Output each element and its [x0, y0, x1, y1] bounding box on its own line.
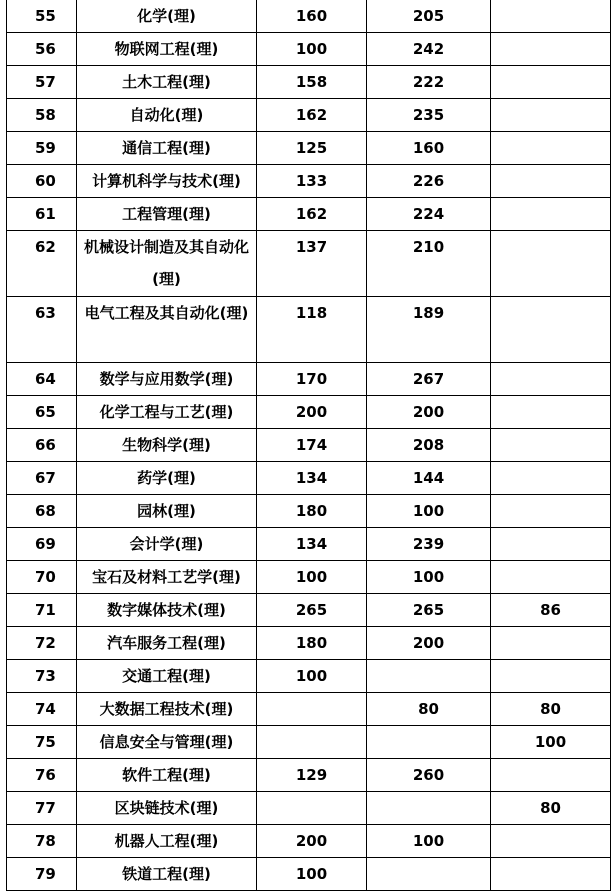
major-name-cell: 交通工程(理)	[77, 660, 257, 693]
plan-count-1-cell: 100	[257, 660, 367, 693]
row-number-cell: 78	[7, 825, 77, 858]
major-name-cell: 宝石及材料工艺学(理)	[77, 561, 257, 594]
plan-count-1-cell: 180	[257, 495, 367, 528]
plan-count-2-cell: 208	[367, 429, 491, 462]
row-number-cell: 61	[7, 198, 77, 231]
row-number-cell: 77	[7, 792, 77, 825]
plan-count-2-cell: 205	[367, 0, 491, 33]
plan-count-1-cell: 134	[257, 462, 367, 495]
plan-count-1-cell: 137	[257, 231, 367, 297]
plan-count-1-cell: 158	[257, 66, 367, 99]
table-row	[7, 627, 611, 660]
plan-count-1-cell: 265	[257, 594, 367, 627]
plan-count-2-cell: 242	[367, 33, 491, 66]
row-number-cell: 55	[7, 0, 77, 33]
table-row	[7, 198, 611, 231]
plan-count-1-cell: 174	[257, 429, 367, 462]
plan-count-3-cell: 80	[491, 792, 611, 825]
plan-count-3-cell	[491, 0, 611, 33]
major-name-cell: 数学与应用数学(理)	[77, 363, 257, 396]
table-row	[7, 660, 611, 693]
row-number-cell: 63	[7, 297, 77, 363]
plan-count-1-cell: 129	[257, 759, 367, 792]
major-name-cell: 会计学(理)	[77, 528, 257, 561]
row-number-cell: 65	[7, 396, 77, 429]
row-number-cell: 71	[7, 594, 77, 627]
plan-count-2-cell: 224	[367, 198, 491, 231]
table-row	[7, 495, 611, 528]
plan-count-3-cell: 80	[491, 693, 611, 726]
plan-count-1-cell: 200	[257, 396, 367, 429]
table-row	[7, 726, 611, 759]
row-number-cell: 67	[7, 462, 77, 495]
plan-count-1-cell: 134	[257, 528, 367, 561]
row-number-cell: 57	[7, 66, 77, 99]
table-row	[7, 825, 611, 858]
plan-count-3-cell	[491, 462, 611, 495]
plan-count-3-cell	[491, 759, 611, 792]
major-name-cell: 机器人工程(理)	[77, 825, 257, 858]
table-row	[7, 165, 611, 198]
plan-count-1-cell: 100	[257, 561, 367, 594]
plan-count-3-cell	[491, 297, 611, 363]
major-name-cell: 工程管理(理)	[77, 198, 257, 231]
table-row	[7, 99, 611, 132]
plan-count-1-cell: 162	[257, 99, 367, 132]
row-number-cell: 58	[7, 99, 77, 132]
major-name-cell: 大数据工程技术(理)	[77, 693, 257, 726]
plan-count-2-cell	[367, 792, 491, 825]
table-row	[7, 594, 611, 627]
row-number-cell: 79	[7, 858, 77, 891]
plan-count-3-cell	[491, 99, 611, 132]
plan-count-3-cell	[491, 858, 611, 891]
table-row	[7, 297, 611, 363]
plan-count-2-cell: 222	[367, 66, 491, 99]
plan-count-2-cell: 200	[367, 627, 491, 660]
plan-count-1-cell: 180	[257, 627, 367, 660]
plan-count-3-cell	[491, 429, 611, 462]
plan-count-3-cell	[491, 825, 611, 858]
plan-count-2-cell: 160	[367, 132, 491, 165]
plan-count-2-cell	[367, 858, 491, 891]
plan-count-3-cell	[491, 33, 611, 66]
plan-count-2-cell: 226	[367, 165, 491, 198]
plan-count-3-cell	[491, 198, 611, 231]
major-name-cell: 物联网工程(理)	[77, 33, 257, 66]
plan-count-3-cell: 86	[491, 594, 611, 627]
major-name-cell: 土木工程(理)	[77, 66, 257, 99]
row-number-cell: 66	[7, 429, 77, 462]
table-row	[7, 759, 611, 792]
major-name-cell: 药学(理)	[77, 462, 257, 495]
plan-count-3-cell	[491, 561, 611, 594]
table-row	[7, 132, 611, 165]
plan-count-3-cell	[491, 66, 611, 99]
row-number-cell: 76	[7, 759, 77, 792]
plan-count-3-cell	[491, 231, 611, 297]
plan-count-3-cell	[491, 363, 611, 396]
plan-count-2-cell: 144	[367, 462, 491, 495]
table-body	[7, 0, 611, 891]
plan-count-2-cell: 100	[367, 561, 491, 594]
table-row	[7, 858, 611, 891]
plan-count-1-cell: 170	[257, 363, 367, 396]
row-number-cell: 62	[7, 231, 77, 297]
table-row	[7, 0, 611, 33]
row-number-cell: 72	[7, 627, 77, 660]
major-name-cell: 化学(理)	[77, 0, 257, 33]
plan-count-3-cell	[491, 660, 611, 693]
table-row	[7, 363, 611, 396]
plan-count-3-cell: 100	[491, 726, 611, 759]
table-row	[7, 33, 611, 66]
plan-count-2-cell: 239	[367, 528, 491, 561]
table-row	[7, 231, 611, 297]
plan-count-2-cell: 260	[367, 759, 491, 792]
plan-count-3-cell	[491, 495, 611, 528]
plan-count-2-cell: 80	[367, 693, 491, 726]
plan-count-2-cell: 200	[367, 396, 491, 429]
plan-count-1-cell	[257, 792, 367, 825]
plan-count-3-cell	[491, 396, 611, 429]
major-name-cell: 电气工程及其自动化(理)	[77, 297, 257, 363]
row-number-cell: 64	[7, 363, 77, 396]
major-name-cell: 机械设计制造及其自动化(理)	[77, 231, 257, 297]
enrollment-table	[6, 0, 611, 891]
major-name-cell: 数字媒体技术(理)	[77, 594, 257, 627]
plan-count-1-cell: 125	[257, 132, 367, 165]
plan-count-3-cell	[491, 165, 611, 198]
major-name-cell: 园林(理)	[77, 495, 257, 528]
major-name-cell: 汽车服务工程(理)	[77, 627, 257, 660]
major-name-cell: 计算机科学与技术(理)	[77, 165, 257, 198]
row-number-cell: 74	[7, 693, 77, 726]
table-row	[7, 462, 611, 495]
plan-count-1-cell: 200	[257, 825, 367, 858]
plan-count-1-cell	[257, 693, 367, 726]
plan-count-1-cell: 160	[257, 0, 367, 33]
plan-count-2-cell: 210	[367, 231, 491, 297]
table-row	[7, 429, 611, 462]
row-number-cell: 75	[7, 726, 77, 759]
plan-count-2-cell: 100	[367, 825, 491, 858]
major-name-cell: 铁道工程(理)	[77, 858, 257, 891]
plan-count-1-cell	[257, 726, 367, 759]
plan-count-1-cell: 133	[257, 165, 367, 198]
plan-count-3-cell	[491, 528, 611, 561]
table-row	[7, 792, 611, 825]
major-name-cell: 通信工程(理)	[77, 132, 257, 165]
row-number-cell: 70	[7, 561, 77, 594]
row-number-cell: 60	[7, 165, 77, 198]
row-number-cell: 68	[7, 495, 77, 528]
row-number-cell: 59	[7, 132, 77, 165]
plan-count-1-cell: 118	[257, 297, 367, 363]
plan-count-3-cell	[491, 132, 611, 165]
plan-count-1-cell: 162	[257, 198, 367, 231]
major-name-cell: 化学工程与工艺(理)	[77, 396, 257, 429]
plan-count-1-cell: 100	[257, 33, 367, 66]
table-row	[7, 693, 611, 726]
major-name-cell: 自动化(理)	[77, 99, 257, 132]
table-row	[7, 561, 611, 594]
major-name-cell: 软件工程(理)	[77, 759, 257, 792]
table-row	[7, 528, 611, 561]
plan-count-2-cell	[367, 726, 491, 759]
plan-count-2-cell: 267	[367, 363, 491, 396]
plan-count-2-cell	[367, 660, 491, 693]
plan-count-2-cell: 189	[367, 297, 491, 363]
major-name-cell: 区块链技术(理)	[77, 792, 257, 825]
table-row	[7, 66, 611, 99]
table-row	[7, 396, 611, 429]
row-number-cell: 56	[7, 33, 77, 66]
plan-count-1-cell: 100	[257, 858, 367, 891]
major-name-cell: 信息安全与管理(理)	[77, 726, 257, 759]
row-number-cell: 69	[7, 528, 77, 561]
plan-count-2-cell: 100	[367, 495, 491, 528]
row-number-cell: 73	[7, 660, 77, 693]
plan-count-2-cell: 235	[367, 99, 491, 132]
plan-count-2-cell: 265	[367, 594, 491, 627]
plan-count-3-cell	[491, 627, 611, 660]
major-name-cell: 生物科学(理)	[77, 429, 257, 462]
